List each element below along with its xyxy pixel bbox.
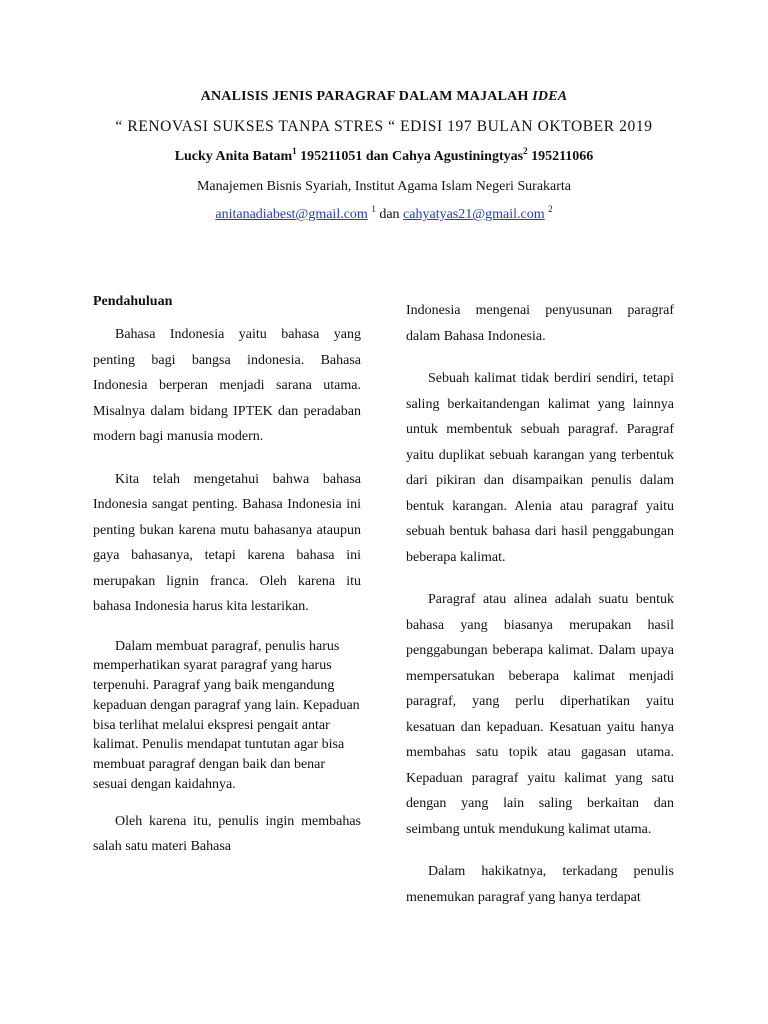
paper-title	[0, 86, 768, 108]
section-heading-pendahuluan: Pendahuluan	[93, 294, 173, 309]
paragraph: Oleh karena itu, penulis ingin membahas salah satu materi Bahasa	[93, 813, 361, 855]
paragraph: Dalam hakikatnya, terkadang penulis menemukan paragraf yang hanya terdapat	[406, 864, 674, 905]
paper-header	[0, 86, 768, 226]
paragraph: Paragraf atau alinea adalah suatu bentuk bahasa yang biasanya merupakan hasil penggabungan beberapa kalimat. Dalam upaya mempersatukan beberapa kalimat menjadi paragraf, yang perlu diperhatikan yaitu kesatuan dan kepaduan. Kesatuan yaitu hanya membahas satu topik atau gagasan utama. Kepaduan paragraf yaitu kalimat yang satu dengan yang lain saling berkaitan dan seimbang untuk mendukung kalimat utama.	[406, 592, 674, 837]
email1-link[interactable]: anitanadiabest@gmail.com	[215, 207, 368, 222]
paragraph: Sebuah kalimat tidak berdiri sendiri, tetapi saling berkaitandengan kalimat yang lainnya untuk membentuk sebuah paragraf. Paragraf yaitu duplikat sebuah karangan yang terbentuk dari pikiran dan disampaikan penulis dalam bentuk karangan. Alenia atau paragraf yaitu sebuah bentuk bahasa dari hasil penggabungan beberapa kalimat.	[406, 371, 674, 565]
paragraph: Bahasa Indonesia yaitu bahasa yang penting bagi bangsa indonesia. Bahasa Indonesia berperan menjadi sarana utama. Misalnya dalam bidang IPTEK dan peradaban modern bagi manusia modern.	[93, 327, 361, 444]
author2-id: 195211066	[527, 149, 594, 164]
email-line	[0, 204, 768, 226]
paper-title-magazine: IDEA	[532, 89, 568, 104]
email2-link[interactable]: cahyatyas21@gmail.com	[403, 207, 545, 222]
paragraph: Kita telah mengetahui bahwa bahasa Indonesia sangat penting. Bahasa Indonesia ini penting bukan karena mutu bahasanya ataupun gaya bahasanya, tetapi karena bahasa ini merupakan lignin franca. Oleh karena itu bahasa Indonesia harus kita lestarikan.	[93, 471, 361, 614]
author-line	[0, 146, 768, 168]
paper-subtitle: “ RENOVASI SUKSES TANPA STRES “ EDISI 197 BULAN OKTOBER 2019	[115, 118, 653, 135]
author1-name: Lucky Anita Batam	[174, 149, 293, 164]
author1-id: 195211051 dan Cahya Agustiningtyas	[296, 149, 524, 164]
left-column	[93, 290, 361, 877]
email-connector: dan	[375, 207, 404, 222]
author1-sup: 1	[292, 146, 297, 156]
email2-sup: 2	[548, 204, 553, 214]
email1-sup: 1	[371, 204, 376, 214]
paragraph: Indonesia mengenai penyusunan paragraf dalam Bahasa Indonesia.	[406, 303, 674, 344]
affiliation: Manajemen Bisnis Syariah, Institut Agama Islam Negeri Surakarta	[196, 179, 572, 194]
paragraph: Dalam membuat paragraf, penulis harus memperhatikan syarat paragraf yang harus terpenuhi. Paragraf yang baik mengandung kepaduan dengan paragraf yang lain. Kepaduan bisa terlihat melalui ekspresi pengait antar kalimat. Penulis mendapat tuntutan agar bisa membuat paragraf dengan baik dan benar sesuai dengan kaidahnya.	[93, 638, 360, 793]
paper-title-text: ANALISIS JENIS PARAGRAF DALAM MAJALAH	[200, 89, 533, 104]
right-column	[406, 298, 674, 927]
author2-sup: 2	[523, 146, 528, 156]
